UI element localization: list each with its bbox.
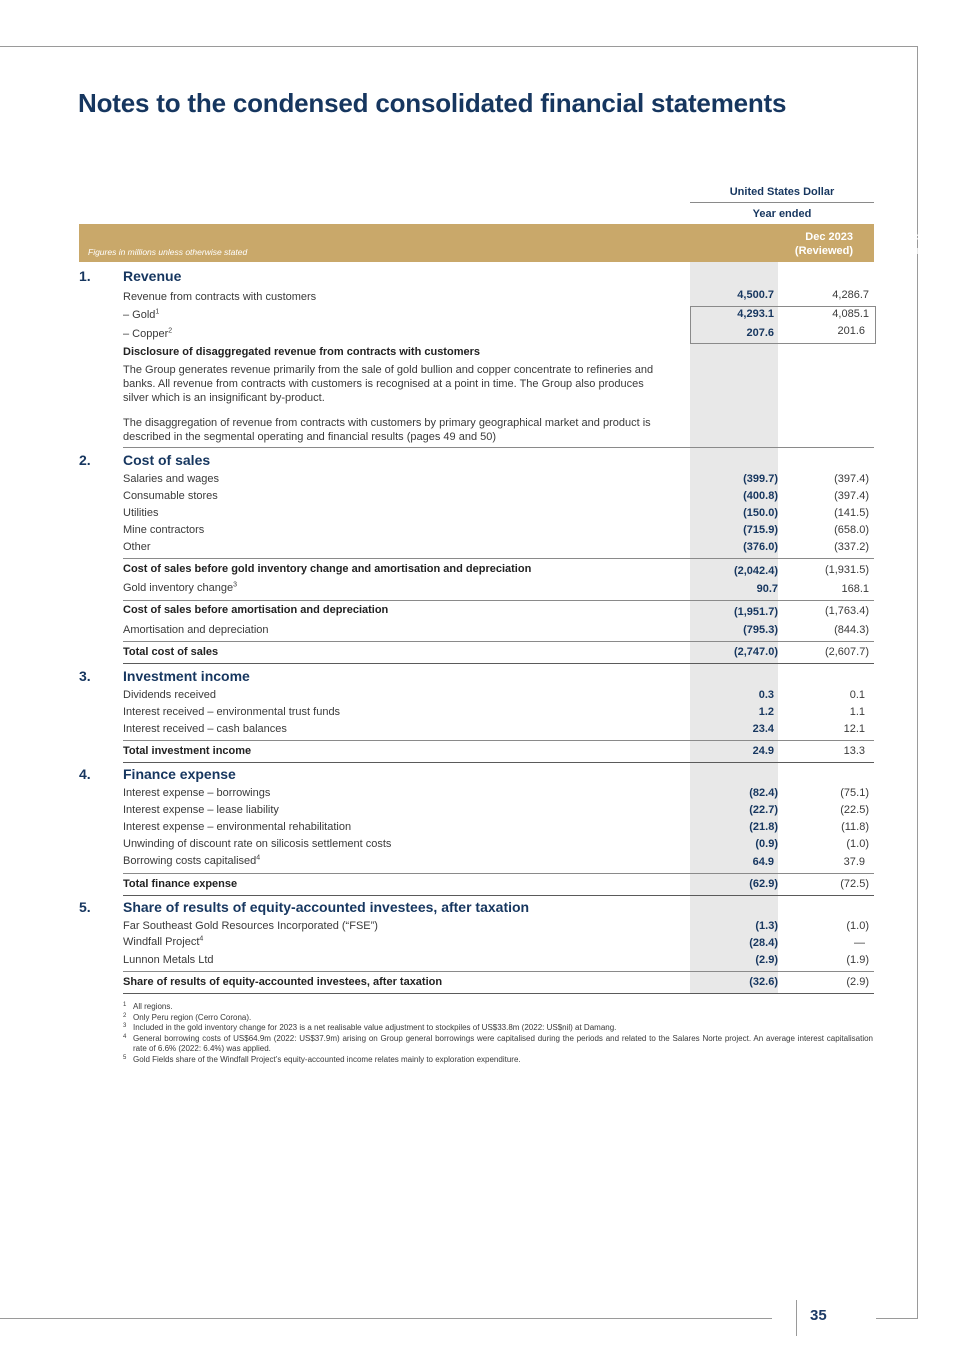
row-label: Interest expense – lease liability	[123, 804, 279, 816]
row-divider	[123, 873, 874, 874]
page-title: Notes to the condensed consolidated financial statements	[78, 88, 787, 118]
row-label: Utilities	[123, 507, 159, 519]
row-label: Amortisation and depreciation	[123, 624, 269, 636]
section-title-cost-of-sales: Cost of sales	[123, 452, 211, 468]
value-2023: (400.8)	[743, 490, 778, 502]
section-number: 5.	[79, 899, 91, 915]
value-2022: (337.2)	[834, 541, 869, 553]
value-2022: (1.0)	[846, 920, 869, 932]
row-label: Other	[123, 541, 151, 553]
row-label-copper	[123, 328, 172, 340]
section-number: 3.	[79, 668, 91, 684]
footnote-number: 5	[123, 1054, 127, 1061]
value-2022: 4,286.7	[832, 289, 869, 301]
value-2023: (2.9)	[755, 954, 778, 966]
value-2022: (2,607.7)	[824, 646, 869, 658]
row-label-text: – Copper	[123, 328, 169, 340]
row-label: Far Southeast Gold Resources Incorporated (“FSE”)	[123, 920, 378, 932]
row-label-text: Gold inventory change	[123, 582, 234, 594]
row-label-total: Total finance expense	[123, 878, 238, 890]
footnote	[123, 1002, 873, 1013]
row-divider	[123, 971, 874, 972]
section-divider	[123, 447, 874, 448]
value-2022: (2.9)	[846, 976, 869, 988]
value-2022: (1,763.4)	[824, 605, 869, 617]
value-2023: (2,747.0)	[733, 646, 778, 658]
footnote-ref: 3	[233, 581, 237, 589]
row-label-total: Total investment income	[123, 745, 252, 757]
value-2022: (1.0)	[846, 838, 869, 850]
value-2023: (82.4)	[749, 787, 778, 799]
value-2022: (1.9)	[846, 954, 869, 966]
page-frame-top	[0, 46, 918, 47]
footnote-text: All regions.	[133, 1002, 173, 1011]
footnote-number: 1	[123, 1002, 127, 1008]
value-2023: 207.6	[746, 327, 774, 339]
value-2022: 168.1	[841, 583, 869, 595]
row-label: Salaries and wages	[123, 473, 220, 485]
row-label: Revenue from contracts with customers	[123, 291, 317, 303]
footnote-number: 3	[123, 1023, 127, 1029]
row-label-text: Borrowing costs capitalised	[123, 855, 257, 867]
value-2022: (397.4)	[834, 490, 869, 502]
footnote-text: Only Peru region (Cerro Corona).	[133, 1012, 252, 1022]
row-label-text: – Gold	[123, 309, 156, 321]
row-label: Interest expense – environmental rehabilitation	[123, 821, 352, 833]
row-label: Interest received – environmental trust funds	[123, 706, 341, 718]
value-2023: 0.3	[758, 689, 774, 701]
column-header-dec-2023-status: (Reviewed)	[794, 245, 853, 257]
column-header-dec-2023	[771, 230, 853, 258]
figures-note: Figures in millions unless otherwise stated	[88, 247, 248, 257]
value-2023: (62.9)	[749, 878, 778, 890]
row-label-borrowing-costs	[123, 855, 260, 867]
value-2022: (72.5)	[840, 878, 869, 890]
footnote-number: 4	[123, 1033, 127, 1040]
footnote-number: 2	[123, 1012, 127, 1019]
value-2023: (1.3)	[755, 920, 778, 932]
page-frame-bottom	[0, 1318, 772, 1319]
value-2023: 23.4	[752, 723, 774, 735]
value-2023: (795.3)	[743, 624, 778, 636]
column-header-dec-2023-date: Dec 2023	[805, 231, 853, 243]
row-label-total: Share of results of equity-accounted investees, after taxation	[123, 976, 443, 988]
footnote-ref: 1	[155, 308, 160, 316]
value-2023: (399.7)	[743, 473, 778, 485]
column-header-dec-2022	[859, 230, 946, 258]
currency-header: United States Dollar	[729, 186, 835, 198]
value-2022: (11.8)	[841, 821, 869, 833]
value-2022: (1,931.5)	[824, 564, 869, 576]
footnote-ref: 2	[168, 327, 173, 335]
value-2023: 4,500.7	[737, 289, 774, 301]
value-2022: 37.9	[843, 856, 865, 868]
value-2023: (376.0)	[743, 541, 778, 553]
row-divider	[123, 600, 874, 601]
section-title-share-of-results: Share of results of equity-accounted investees, after taxation	[123, 899, 530, 915]
page-number: 35	[810, 1307, 827, 1324]
row-label-subtotal: Cost of sales before amortisation and depreciation	[123, 604, 389, 616]
section-title-investment-income: Investment income	[123, 668, 250, 684]
row-label-windfall	[123, 936, 203, 948]
value-2022: 12.1	[843, 723, 865, 735]
footnote	[123, 1013, 873, 1024]
section-number: 4.	[79, 766, 91, 782]
section-divider	[123, 895, 874, 896]
footnote	[123, 1055, 873, 1066]
section-divider	[123, 993, 874, 994]
row-label: Interest received – cash balances	[123, 723, 287, 735]
row-label-subtotal: Cost of sales before gold inventory change and amortisation and depreciation	[123, 563, 532, 575]
value-2023: (21.8)	[749, 821, 778, 833]
table-header-bar	[79, 224, 946, 262]
row-divider	[123, 558, 874, 559]
row-label-gold-inventory	[123, 582, 237, 594]
value-2023: 24.9	[752, 745, 774, 757]
footnote-text: Included in the gold inventory change for 2023 is a net realisable value adjustment to stockpiles of US$33.8m (2022: US$nil) at Damang.	[133, 1023, 617, 1032]
row-label: Interest expense – borrowings	[123, 787, 271, 799]
value-2023: 1.2	[758, 706, 774, 718]
value-2022: —	[854, 937, 865, 949]
value-2023: (0.9)	[755, 838, 778, 850]
disclosure-heading: Disclosure of disaggregated revenue from contracts with customers	[123, 346, 480, 358]
footnote-ref: 4	[256, 854, 261, 862]
header-divider	[690, 202, 874, 203]
value-2023: 4,293.1	[737, 308, 774, 320]
row-label: Lunnon Metals Ltd	[123, 954, 214, 966]
value-2022: (844.3)	[834, 624, 869, 636]
row-label-gold	[123, 309, 159, 321]
value-2022: 0.1	[849, 689, 865, 701]
section-title-revenue: Revenue	[123, 268, 182, 284]
footnote	[123, 1034, 873, 1055]
footnote-text: General borrowing costs of US$64.9m (2022: US$37.9m) arising on Group general borrowings were capitalised during the periods and related to the Salares Norte project. An average interest capitalisation rate of 6.6% (2022: 6.4%) was applied.	[133, 1033, 873, 1053]
value-2022: 201.6	[837, 325, 865, 337]
disclosure-paragraph: The disaggregation of revenue from contracts with customers by primary geographical market and product is described in the segmental operating and financial results (pages 49 and 50)	[123, 417, 651, 443]
value-2022: 1.1	[849, 706, 865, 718]
value-2022: (397.4)	[834, 473, 869, 485]
footnotes	[123, 1002, 873, 1065]
disclosure-paragraph: The Group generates revenue primarily from the sale of gold bullion and copper concentrate to refineries and banks. All revenue from contracts with customers is recognised at a point in time. The Group also produces silver which is an insignificant by-product.	[123, 364, 654, 404]
row-label-total: Total cost of sales	[123, 646, 219, 658]
section-number: 1.	[79, 268, 91, 284]
column-header-dec-2022-status: (Audited)	[901, 245, 946, 257]
footnote-text: Gold Fields share of the Windfall Project’s equity-accounted income relates mainly to exploration expenditure.	[133, 1054, 521, 1064]
footnote-ref: 4	[199, 935, 204, 943]
value-2023: (28.4)	[749, 937, 778, 949]
value-2023: (22.7)	[749, 804, 778, 816]
page-number-separator	[796, 1300, 797, 1336]
section-title-finance-expense: Finance expense	[123, 766, 236, 782]
row-divider	[123, 641, 874, 642]
value-2022: 13.3	[843, 745, 865, 757]
value-2022: (141.5)	[834, 507, 869, 519]
row-label: Consumable stores	[123, 490, 218, 502]
value-2022: (75.1)	[840, 787, 869, 799]
value-2023: 64.9	[752, 856, 774, 868]
value-2023: 90.7	[756, 583, 778, 595]
column-header-dec-2022-date: Dec 2022	[898, 231, 946, 243]
section-divider	[123, 663, 874, 664]
value-2023: (2,042.4)	[733, 565, 778, 577]
row-label: Unwinding of discount rate on silicosis settlement costs	[123, 838, 392, 850]
row-label: Dividends received	[123, 689, 216, 701]
value-2022: 4,085.1	[832, 308, 869, 320]
value-2023: (32.6)	[749, 976, 778, 988]
row-divider	[123, 740, 874, 741]
footnote	[123, 1023, 873, 1034]
row-label-text: Windfall Project	[123, 936, 200, 948]
value-2023: (150.0)	[743, 507, 778, 519]
section-divider	[123, 762, 874, 763]
value-2023: (1,951.7)	[733, 606, 778, 618]
row-label: Mine contractors	[123, 524, 205, 536]
section-number: 2.	[79, 452, 91, 468]
period-header: Year ended	[752, 208, 812, 220]
value-2022: (22.5)	[840, 804, 869, 816]
page-frame-bottom-right	[876, 1318, 918, 1319]
value-2022: (658.0)	[834, 524, 869, 536]
value-2023: (715.9)	[743, 524, 778, 536]
